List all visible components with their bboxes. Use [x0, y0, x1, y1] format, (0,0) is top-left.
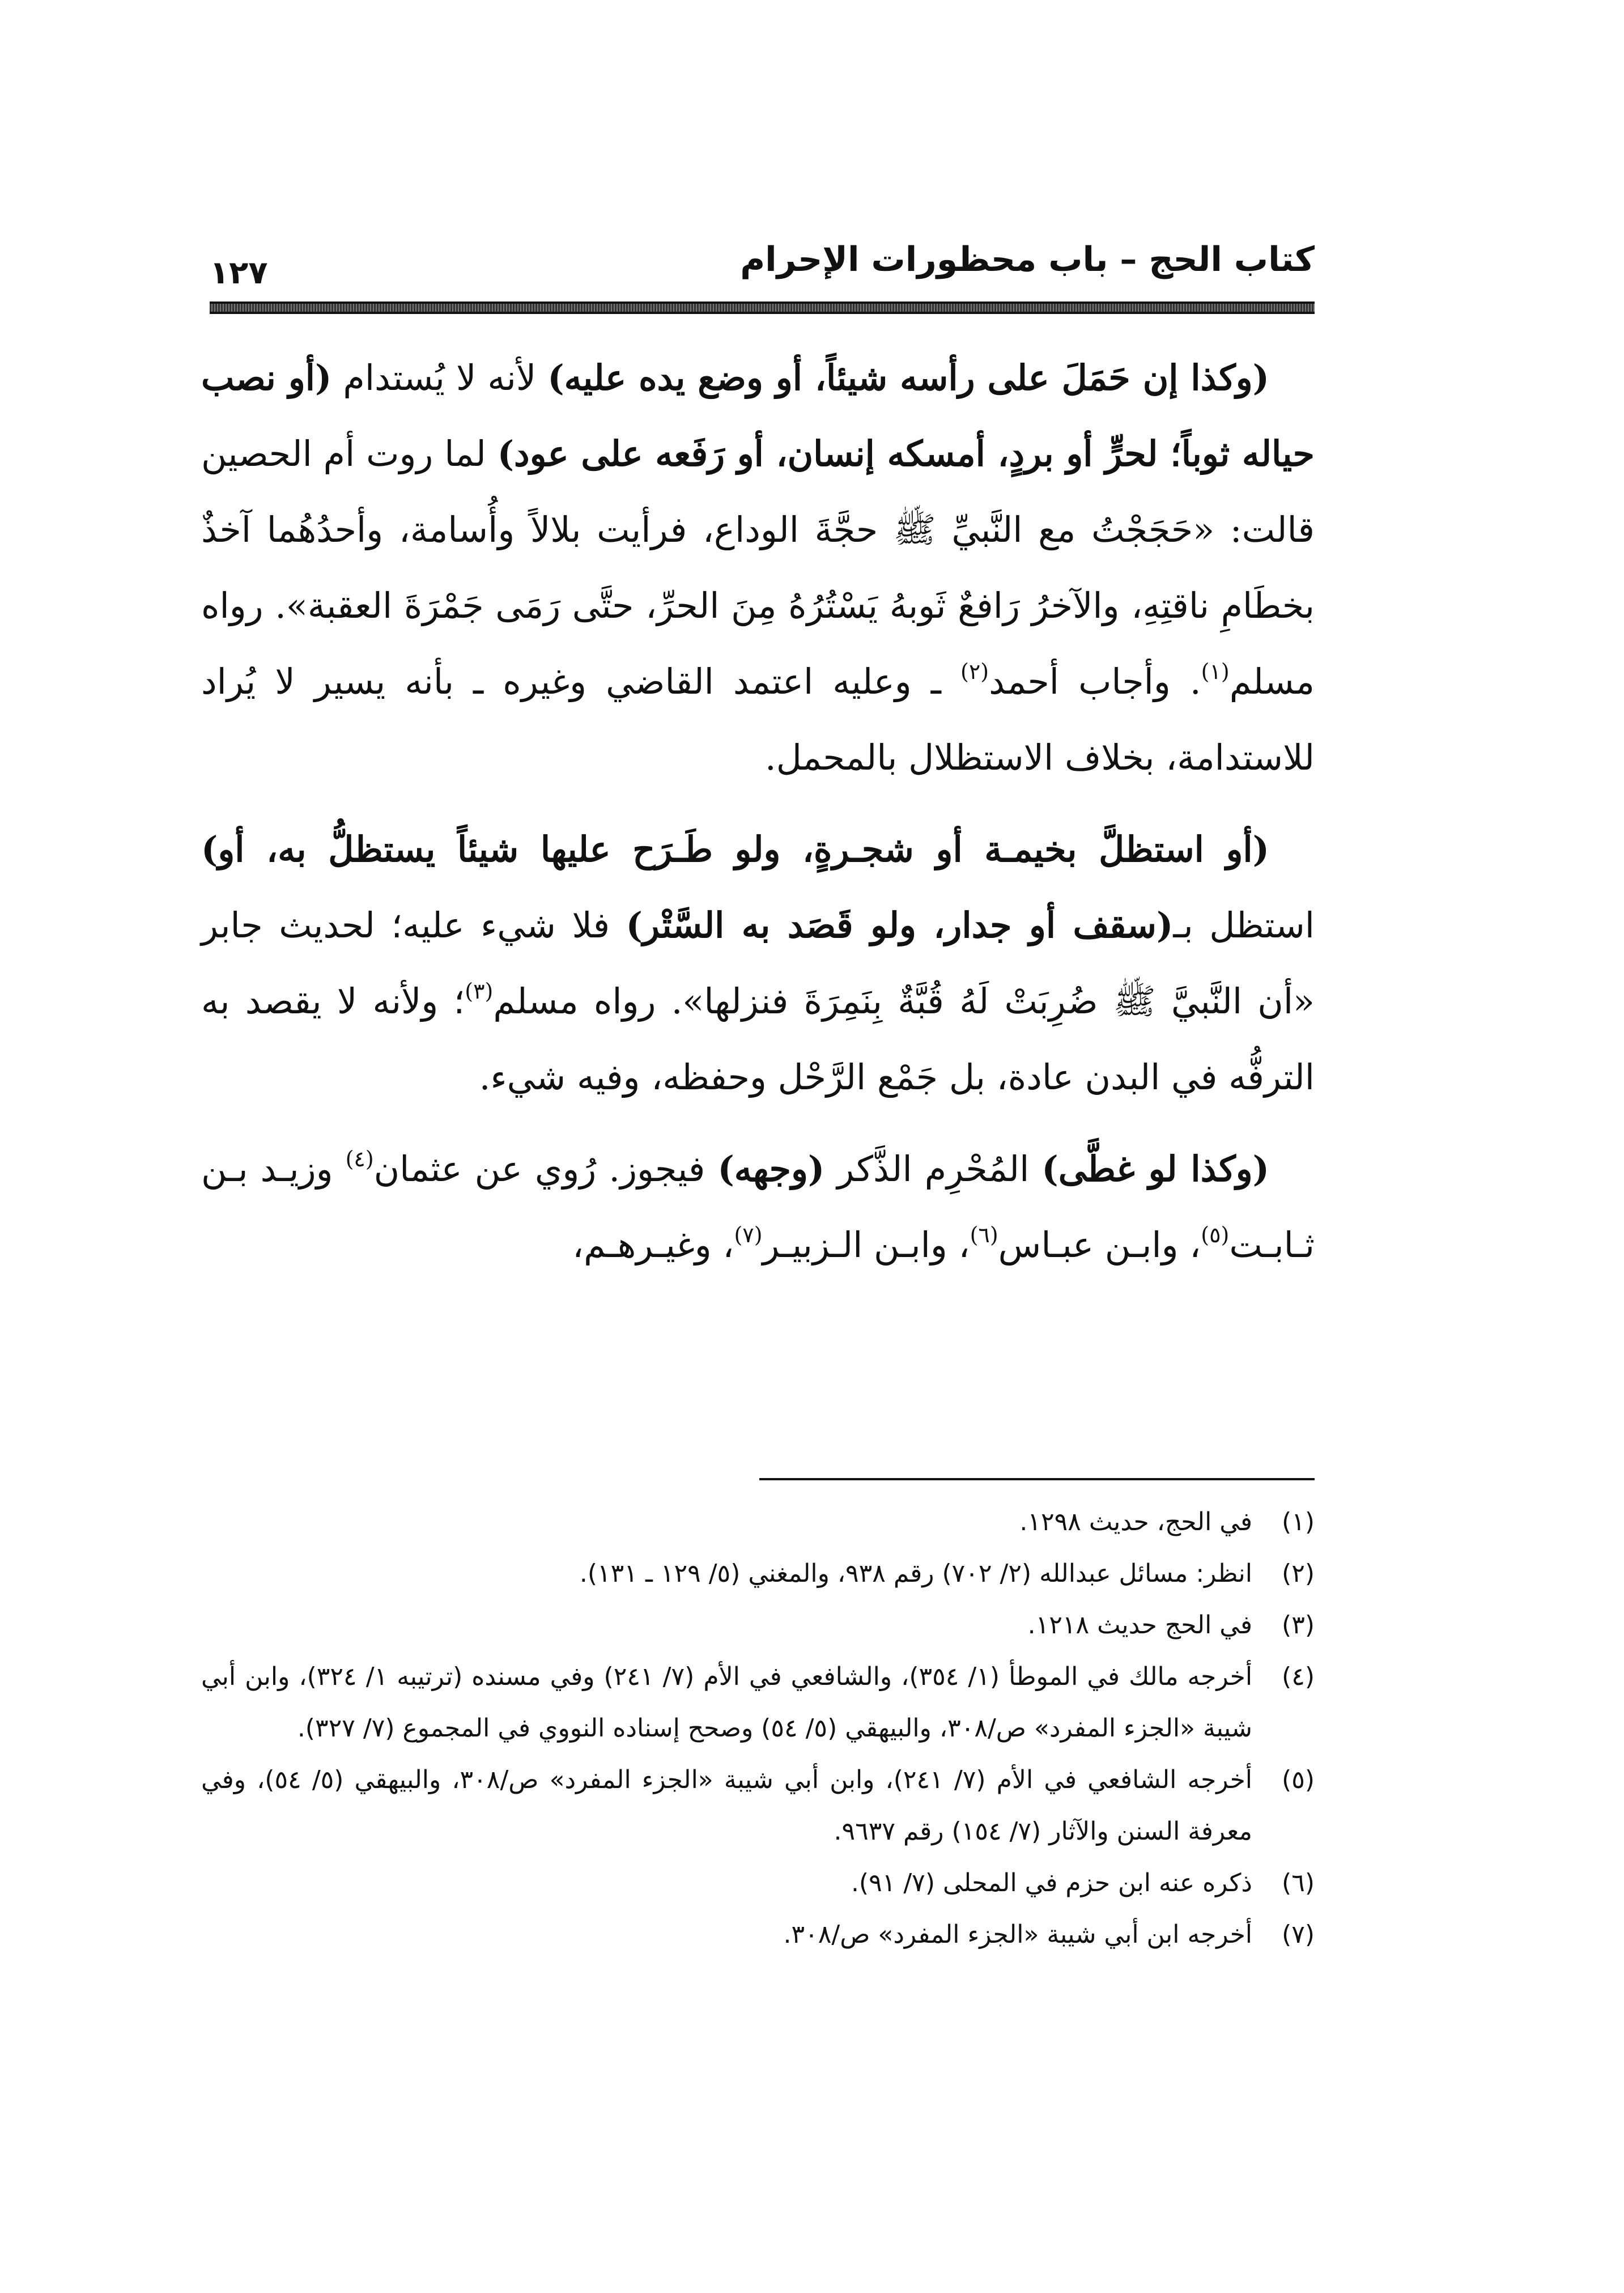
matn-text: (وكذا لو غطَّى)	[1041, 1148, 1269, 1190]
footnote	[201, 1651, 1315, 1754]
chapter-title: كتاب الحج – باب محظورات الإحرام	[740, 240, 1315, 279]
footnote-number: (٦)	[1282, 1869, 1315, 1897]
paragraph	[201, 812, 1315, 1115]
sharh-text: فلا شيء عليه؛ لحديث جابر «أن النَّبيَّ ﷺ ضُرِبَتْ لَهُ قُبَّةٌ بِنَمِرَةَ فنزلها». رواه مسلم	[201, 905, 1315, 1022]
footnote	[201, 1548, 1315, 1599]
footnote-number: (٣)	[1282, 1611, 1315, 1640]
footnote-ref: (٢)	[960, 659, 989, 684]
footnote-separator	[759, 1478, 1315, 1480]
matn-text: (أو استظلَّ بخيمـة أو شجـرةٍ، ولو طَـرَح عليها شيئاً يستظلُّ به، أو)	[201, 829, 1269, 870]
sharh-text: المُحْرِم الذَّكر	[824, 1148, 1042, 1190]
footnote	[201, 1857, 1315, 1909]
footnote-text: أخرجه الشافعي في الأم (٧/ ٢٤١)، وابن أبي شيبة «الجزء المفرد» ص/٣٠٨، والبيهقي (٥/ ٥٤)، وفي معرفة السنن والآثار (٧/ ١٥٤) رقم ٩٦٣٧.	[201, 1765, 1252, 1846]
footnote-text: انظر: مسائل عبدالله (٢/ ٧٠٢) رقم ٩٣٨، والمغني (٥/ ١٢٩ ـ ١٣١).	[579, 1559, 1252, 1588]
sharh-text: ، وغيـرهـم،	[572, 1224, 734, 1266]
page-number: ١٢٧	[210, 254, 268, 291]
footnote-number: (٤)	[1282, 1662, 1315, 1691]
sharh-text: . وأجاب أحمد	[989, 661, 1201, 702]
footnote-text: في الحج حديث ١٢١٨.	[1027, 1611, 1252, 1640]
footnote	[201, 1496, 1315, 1548]
footnotes	[201, 1496, 1315, 1960]
matn-text: (وكذا إن حَمَلَ على رأسه شيئاً، أو وضع يده عليه)	[547, 357, 1269, 398]
sharh-text: لما روت أم الحصين قالت: «حَجَجْتُ مع النَّبيِّ ﷺ حجَّةَ الوداع، فرأيت بلالاً وأُسامة، وأحدُهُما آخذٌ بخطَامِ ناقتِهِ، والآخرُ رَافعٌ ثَوبهُ يَسْتُرُهُ مِنَ الحرِّ، حتَّى رَمَى جَمْرَةَ العقبة». رواه مسلم	[201, 433, 1315, 702]
footnote-text: ذكره عنه ابن حزم في المحلى (٧/ ٩١).	[851, 1869, 1252, 1897]
footnote-number: (٢)	[1282, 1559, 1315, 1588]
sharh-text: وزيـد بـن ثـابـت	[201, 1148, 1315, 1266]
footnote	[201, 1754, 1315, 1857]
footnote-number: (٧)	[1282, 1920, 1315, 1949]
header-rule	[210, 302, 1315, 314]
main-text	[201, 340, 1315, 1283]
matn-text: (سقف أو جدار، ولو قَصَد به السَّتْر)	[626, 905, 1174, 946]
sharh-text: استظل بـ	[1173, 905, 1315, 946]
matn-text: (وجهه)	[717, 1148, 825, 1190]
footnote-text: أخرجه ابن أبي شيبة «الجزء المفرد» ص/٣٠٨.	[783, 1920, 1252, 1949]
sharh-text: ، وابـن الـزبيـر	[762, 1224, 970, 1266]
paragraph	[201, 340, 1315, 796]
sharh-text: فيجوز. رُوي عن عثمان	[373, 1148, 718, 1190]
footnote-ref: (٣)	[465, 979, 494, 1004]
footnote-ref: (٤)	[345, 1146, 374, 1171]
footnote-text: أخرجه مالك في الموطأ (١/ ٣٥٤)، والشافعي في الأم (٧/ ٢٤١) وفي مسنده (ترتيبه ١/ ٣٢٤)، وابن أبي شيبة «الجزء المفرد» ص/٣٠٨، والبيهقي (٥/ ٥٤) وصحح إسناده النووي في المجموع (٧/ ٣٢٧).	[201, 1662, 1253, 1743]
sharh-text: ، وابـن عبـاس	[998, 1224, 1201, 1266]
footnote-text: في الحج، حديث ١٢٩٨.	[1019, 1508, 1252, 1536]
running-header	[210, 237, 1315, 300]
footnote-ref: (٧)	[734, 1222, 763, 1247]
footnote-number: (١)	[1282, 1508, 1315, 1536]
sharh-text: لأنه لا يُستدام	[331, 357, 548, 398]
footnote-ref: (٥)	[1201, 1222, 1230, 1247]
sharh-text: ؛ ولأنه لا يقصد به الترفُّه في البدن عادة، بل جَمْع الرَّحْل وحفظه، وفيه شيء.	[201, 980, 1315, 1098]
footnote-ref: (٦)	[970, 1222, 998, 1247]
paragraph	[201, 1131, 1315, 1283]
sharh-text: ـ وعليه اعتمد القاضي وغيره ـ بأنه يسير لا يُراد للاستدامة، بخلاف الاستظلال بالمحمل.	[201, 661, 1315, 778]
footnote	[201, 1599, 1315, 1651]
footnote-number: (٥)	[1282, 1765, 1315, 1794]
footnote	[201, 1909, 1315, 1960]
footnote-ref: (١)	[1201, 659, 1230, 684]
matn-text: (أو نصب حياله ثوباً؛ لحرٍّ أو بردٍ، أمسكه إنسان، أو رَفَعه على عود)	[201, 357, 1315, 474]
